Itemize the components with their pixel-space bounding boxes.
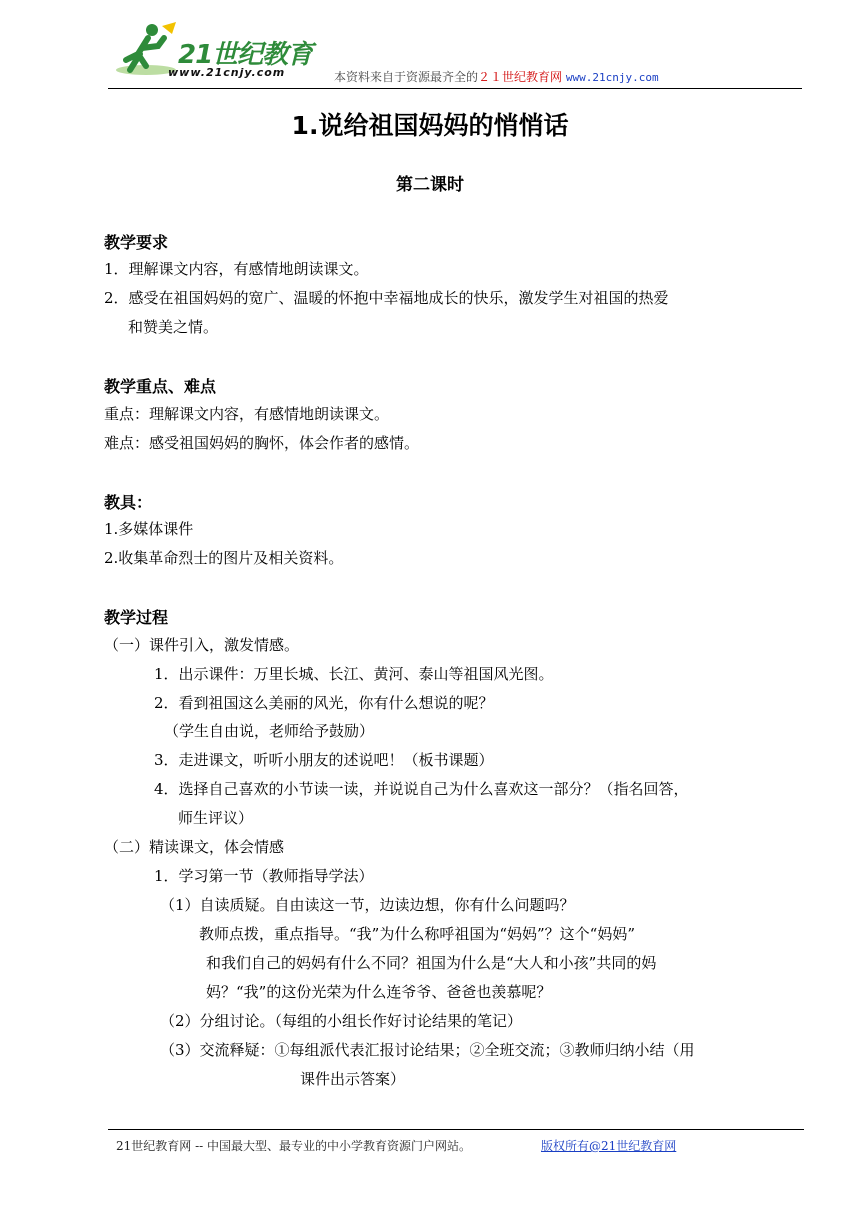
requirement-item: 2．感受在祖国妈妈的宽广、温暖的怀抱中幸福地成长的快乐，激发学生对祖国的热爱 [104,289,669,307]
process-step: 4．选择自己喜欢的小节读一读，并说说自己为什么喜欢这一部分？（指名回答， [154,780,689,798]
tool-item: 1.多媒体课件 [104,520,194,538]
header-note-prefix: 本资料来自于资源最齐全的 [334,70,479,84]
process-step-note: （学生自由说，老师给予鼓励） [164,722,375,740]
header-url-link[interactable]: www.21cnjy.com [565,71,659,84]
page-title: 1.说给祖国妈妈的悄悄话 [291,111,569,140]
logo-brand: 21世纪教育 [178,40,313,70]
process-substep-detail: 教师点拨，重点指导。“我”为什么称呼祖国为“妈妈”？这个“妈妈” [199,925,636,943]
process-substep: （3）交流释疑：①每组派代表汇报讨论结果；②全班交流；③教师归纳小结（用 [160,1041,695,1059]
requirement-item-cont: 和赞美之情。 [128,318,219,336]
keypoints-heading: 教学重点、难点 [104,377,217,396]
footer-divider [108,1129,804,1130]
footer-copyright-link[interactable]: 版权所有@21世纪教育网 [541,1139,677,1153]
process-substep-detail: 妈？“我”的这份光荣为什么连爷爷、爸爸也羡慕呢？ [206,983,552,1001]
process-substep: （2）分组讨论。（每组的小组长作好讨论结果的笔记） [160,1012,523,1030]
requirements-heading: 教学要求 [104,233,169,252]
process-step: 1．出示课件：万里长城、长江、黄河、泰山等祖国风光图。 [154,665,554,683]
process-substep-detail: 和我们自己的妈妈有什么不同？祖国为什么是“大人和小孩”共同的妈 [206,954,657,972]
page-subtitle: 第二课时 [396,175,464,195]
process-part: （一）课件引入，激发情感。 [104,636,300,654]
tools-heading: 教具： [104,493,153,512]
header-note [334,68,659,85]
process-substep-cont: 课件出示答案） [300,1070,406,1088]
process-step: 3．走进课文，听听小朋友的述说吧！（板书课题） [154,751,494,769]
focus-text: 重点：理解课文内容，有感情地朗读课文。 [104,405,390,423]
process-step: 1．学习第一节（教师指导学法） [154,867,374,885]
header-site-link[interactable]: ２１世纪教育网 [478,70,563,84]
process-heading: 教学过程 [104,608,169,627]
logo-url: www.21cnjy.com [168,66,286,79]
process-substep: （1）自读质疑。自由读这一节，边读边想，你有什么问题吗？ [160,896,575,914]
footer-text: 21世纪教育网 -- 中国最大型、最专业的中小学教育资源门户网站。 [116,1139,472,1153]
header-divider [108,88,802,89]
process-part: （二）精读课文，体会情感 [104,838,285,856]
process-step: 2．看到祖国这么美丽的风光，你有什么想说的呢？ [154,694,494,712]
process-step-cont: 师生评议） [178,809,254,827]
requirement-item: 1．理解课文内容，有感情地朗读课文。 [104,260,369,278]
difficulty-text: 难点：感受祖国妈妈的胸怀，体会作者的感情。 [104,434,420,452]
tool-item: 2.收集革命烈士的图片及相关资料。 [104,549,344,567]
